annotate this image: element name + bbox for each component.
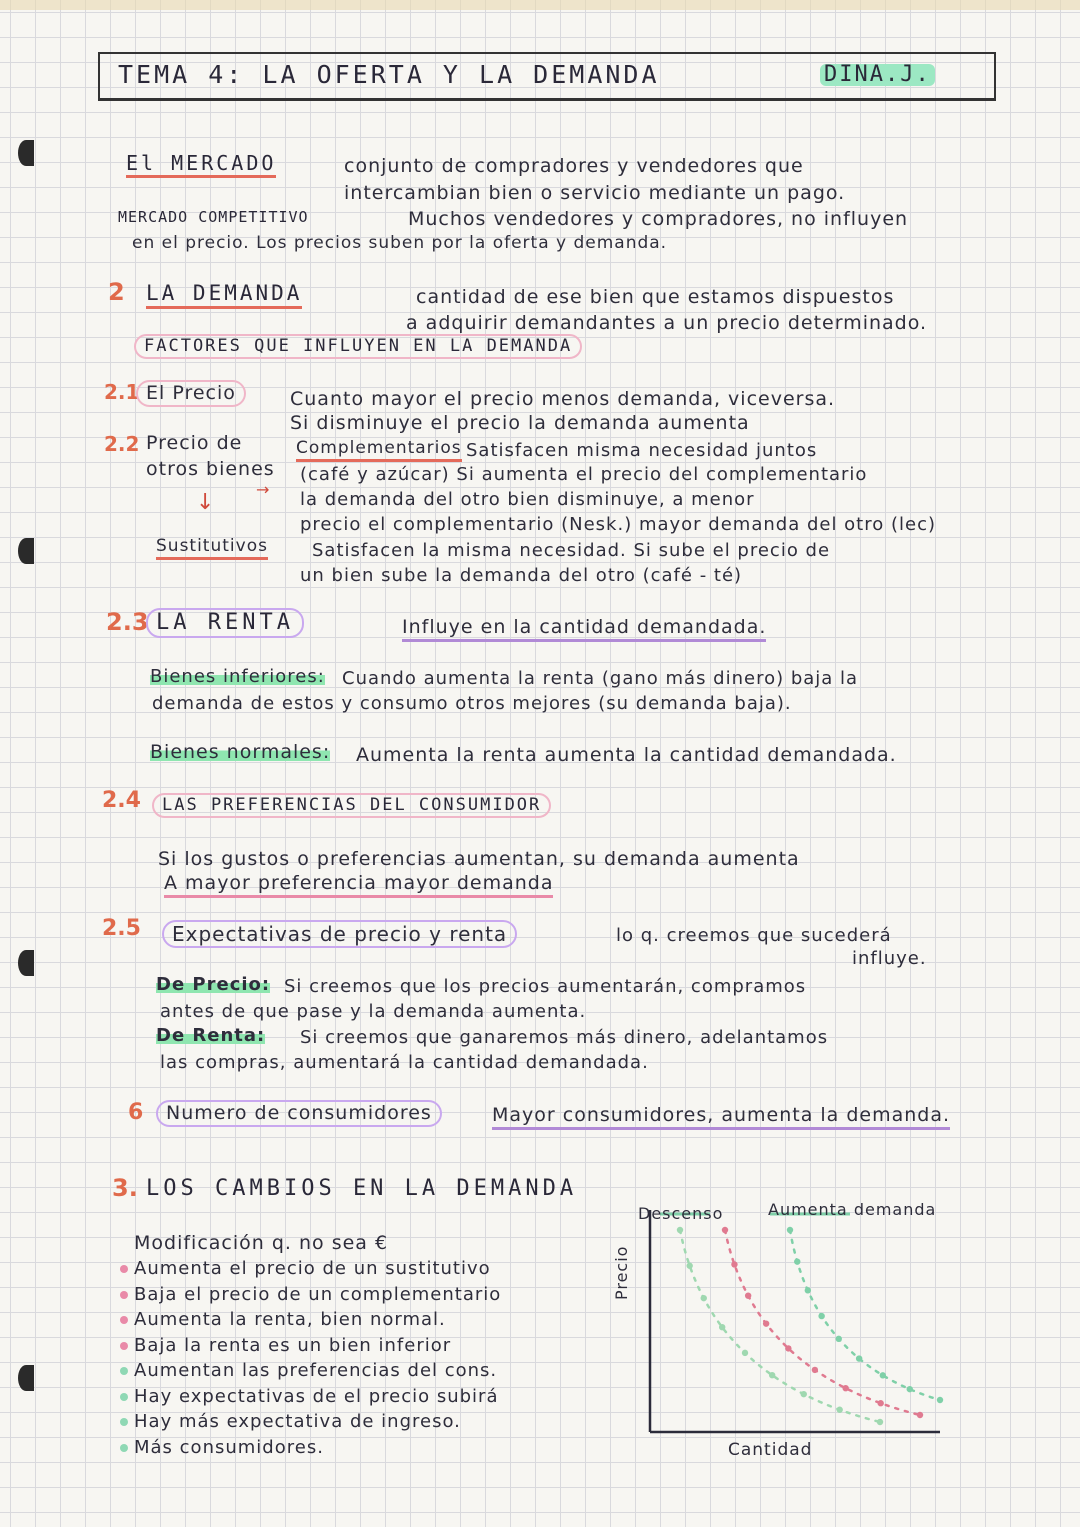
binder-hole [18,538,34,564]
curve-point [731,1261,737,1267]
aumenta-demanda-label: Aumenta demanda [768,1200,937,1219]
complementarios-line-3: la demanda del otro bien disminuye, a menor [300,489,755,510]
mercado-line-1: conjunto de compradores y vendedores que [344,155,804,177]
curve-point [745,1292,751,1298]
curve-point [917,1412,923,1418]
complementarios-line-4: precio el complementario (Nesk.) mayor demanda del otro (lec) [300,514,936,535]
expectativas-desc-2: influye. [852,948,927,969]
section-number: 2.5 [102,916,141,941]
cambios-list-item-text: Baja el precio de un complementario [134,1283,502,1305]
preferencias-label: LAS PREFERENCIAS DEL CONSUMIDOR [152,793,551,818]
curve-point [836,1407,842,1413]
descenso-label: Descenso [638,1204,724,1223]
curve-point [907,1386,913,1392]
cambios-list-item-text: Aumenta la renta, bien normal. [134,1309,446,1330]
curve-point [856,1355,862,1361]
sustitutivos-line-2: un bien sube la demanda del otro (café - té) [300,565,743,586]
bullet-icon [120,1265,128,1273]
demand-curve [790,1230,940,1400]
curve-point [785,1345,791,1351]
curve-point [818,1313,824,1319]
curve-point [794,1258,800,1264]
consumidores-label: Numero de consumidores [156,1100,442,1127]
otros-bienes-label-1: Precio de [146,432,243,454]
demand-curve [680,1230,880,1422]
de-renta-line-2: las compras, aumentará la cantidad demandada. [160,1052,649,1073]
cambios-list-item-text: Aumenta el precio de un sustitutivo [134,1258,491,1279]
bullet-icon [120,1444,128,1452]
curve-point [877,1419,883,1425]
curve-point [742,1350,748,1356]
expectativas-label: Expectativas de precio y renta [162,920,517,948]
cambios-list-item-text: Hay más expectativa de ingreso. [134,1411,461,1432]
curve-point [677,1227,683,1233]
de-precio-line-1: Si creemos que los precios aumentarán, compramos [284,976,807,997]
expectativas-desc-1: lo q. creemos que sucederá [616,925,892,946]
cambios-list-item [120,1260,491,1278]
demanda-line-2: a adquirir demandantes a un precio determinado. [406,312,928,334]
bullet-icon [120,1367,128,1375]
curve-point [719,1324,725,1330]
curve-point [842,1385,848,1391]
section-number: 2.1 [104,380,140,404]
cambios-list-item-text: Hay expectativas de el precio subirá [134,1385,499,1407]
demand-curves [677,1227,943,1425]
page-title: TEMA 4: LA OFERTA Y LA DEMANDA [118,60,660,89]
cambios-list-item [120,1334,452,1356]
precio-line-2: Si disminuye el precio la demanda aumenta [290,412,750,434]
cambios-list-item [120,1436,324,1458]
cambios-list-item [120,1311,446,1329]
bienes-inferiores-label: Bienes inferiores: [150,666,325,687]
mercado-competitivo-line-1: Muchos vendedores y compradores, no influyen [408,208,909,230]
binder-hole [18,950,34,976]
normales-line: Aumenta la renta aumenta la cantidad demandada. [356,744,897,766]
bullet-icon [120,1393,128,1401]
preferencias-line-1: Si los gustos o preferencias aumentan, su demanda aumenta [158,848,800,870]
precio-line-1: Cuanto mayor el precio menos demanda, viceversa. [290,388,836,410]
cambios-label: LOS CAMBIOS EN LA DEMANDA [146,1176,578,1201]
mercado-competitivo-line-2: en el precio. Los precios suben por la oferta y demanda. [132,233,668,253]
author-tag: DINA.J. [820,64,935,86]
renta-desc: Influye en la cantidad demandada. [402,618,766,642]
otros-bienes-label-2: otros bienes [146,458,275,480]
mercado-label: El MERCADO [126,153,276,178]
de-renta-line-1: Si creemos que ganaremos más dinero, adelantamos [300,1027,829,1048]
binder-hole [18,140,34,166]
demand-graph-svg [620,1200,950,1470]
paper-top-edge [0,0,1080,10]
curve-point [801,1391,807,1397]
complementarios-line-2: (café y azúcar) Si aumenta el precio del complementario [300,464,868,485]
cambios-intro: Modificación q. no sea € [134,1232,389,1254]
mercado-line-2: intercambian bien o servicio mediante un pago. [344,182,846,204]
sustitutivos-label: Sustitutivos [156,538,268,560]
mercado-competitivo-label: MERCADO COMPETITIVO [118,208,309,226]
de-precio-label: De Precio: [156,974,271,995]
bullet-icon [120,1342,128,1350]
cambios-list-item-text: Más consumidores. [134,1436,324,1458]
curve-point [836,1336,842,1342]
inferiores-line-1: Cuando aumenta la renta (gano más dinero) baja la [342,668,859,689]
de-renta-label: De Renta: [156,1025,266,1046]
section-number: 2 [108,278,125,306]
complementarios-label: Complementarios [296,440,462,462]
curve-point [787,1227,793,1233]
curve-point [686,1263,692,1269]
demand-shift-graph [612,1200,950,1470]
curve-point [880,1372,886,1378]
curve-point [877,1400,883,1406]
cambios-list-item [120,1283,502,1305]
bienes-normales-label: Bienes normales: [150,741,331,763]
demanda-line-1: cantidad de ese bien que estamos dispuestos [416,286,895,308]
bullet-icon [120,1316,128,1324]
section-number: 2.4 [102,788,141,813]
cambios-list-item [120,1362,497,1380]
curve-point [805,1287,811,1293]
section-number: 2.2 [104,432,140,456]
curve-point [701,1295,707,1301]
renta-label: LA RENTA [146,608,304,638]
curve-point [812,1367,818,1373]
sustitutivos-line-1: Satisfacen la misma necesidad. Si sube el precio de [312,540,831,561]
complementarios-line-1: Satisfacen misma necesidad juntos [466,440,818,461]
arrow-right-icon: → [256,480,270,499]
binder-hole [18,1365,34,1391]
demand-curve [725,1230,920,1415]
cambios-list-item [120,1413,461,1431]
bullet-icon [120,1291,128,1299]
curve-point [937,1397,943,1403]
y-axis-label: Precio [612,1245,631,1300]
preferencias-line-2: A mayor preferencia mayor demanda [164,874,553,898]
curve-point [763,1320,769,1326]
arrow-down-icon: ↓ [196,490,215,515]
curve-point [722,1227,728,1233]
precio-label: El Precio [136,380,246,407]
section-number: 3. [112,1174,138,1202]
curve-point [769,1372,775,1378]
section-number: 2.3 [106,608,149,636]
section-number: 6 [128,1100,144,1125]
bullet-icon [120,1418,128,1426]
demanda-label: LA DEMANDA [146,283,302,309]
cambios-list-item [120,1385,499,1407]
cambios-list-item-text: Aumentan las preferencias del cons. [134,1360,498,1381]
x-axis-label: Cantidad [728,1440,813,1460]
consumidores-desc: Mayor consumidores, aumenta la demanda. [492,1106,950,1130]
de-precio-line-2: antes de que pase y la demanda aumenta. [160,1001,587,1022]
inferiores-line-2: demanda de estos y consumo otros mejores (su demanda baja). [152,693,792,714]
factores-title: FACTORES QUE INFLUYEN EN LA DEMANDA [134,334,582,359]
cambios-list-item-text: Baja la renta es un bien inferior [134,1334,452,1356]
